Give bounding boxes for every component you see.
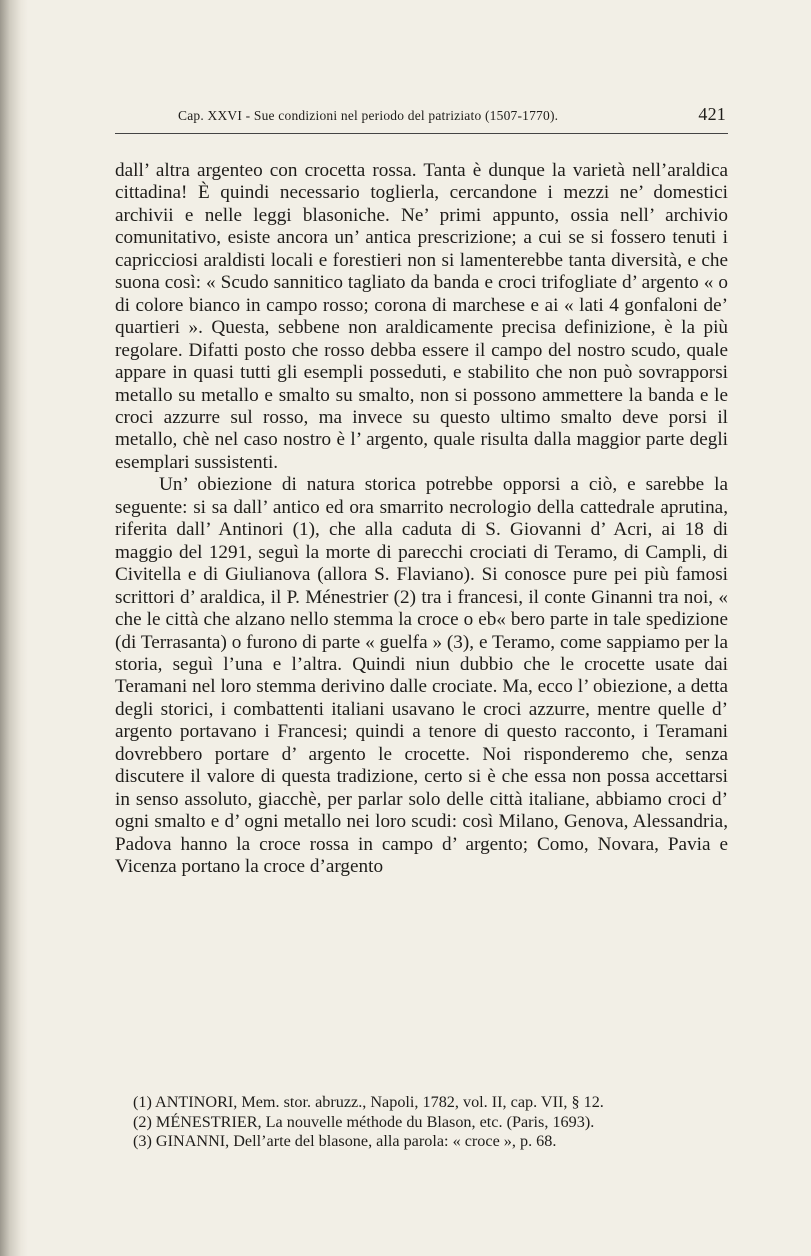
main-text — [115, 160, 728, 879]
page-number: 421 — [698, 104, 726, 124]
running-title: Cap. XXVI - Sue condizioni nel periodo del patriziato (1507-1770). — [178, 108, 559, 123]
page-gutter-shadow — [0, 0, 28, 1256]
paragraph-2: Un’ obiezione di natura storica potrebbe opporsi a ciò, e sarebbe la seguente: si sa dall’ antico ed ora smarrito necrologio della cattedrale aprutina, riferita dall’ Antinori (1), che alla caduta di S. Giovanni d’ Acri, ai 18 di maggio del 1291, seguì la morte di parecchi crociati di Teramo, di Campli, di Civitella e di Giulianova (allora S. Flaviano). Si conosce pure pei più famosi scrittori d’ araldica, il P. Ménestrier (2) tra i francesi, il conte Ginanni tra noi, « che le città che alzano nello stemma la croce o eb« bero parte in tale spedizione (di Terrasanta) o furono di parte « guelfa » (3), e Teramo, come sappiamo per la storia, seguì l’una e l’altra. Quindi niun dubbio che le crocette usate dai Teramani nel loro stemma derivino dalle crociate. Ma, ecco l’ obiezione, a detta degli storici, i combattenti italiani usavano le croci azzurre, mentre quelle d’ argento portavano i Francesi; quindi a tenore di questo racconto, i Teramani dovrebbero portare d’ argento le crocette. Noi risponderemo che, senza discutere il valore di questa tradizione, certo si è che essa non possa accettarsi in senso assoluto, giacchè, per parlar solo delle città italiane, abbiamo croci d’ ogni smalto e d’ ogni metallo nei loro scudi: così Milano, Genova, Alessandria, Padova hanno la croce rossa in campo d’ argento; Como, Novara, Pavia e Vicenza portano la croce d’argento — [115, 474, 728, 878]
footnote-2: (2) MÉNESTRIER, La nouvelle méthode du Blason, etc. (Paris, 1693). — [133, 1112, 595, 1131]
header-rule — [115, 133, 728, 134]
footnote-3: (3) GINANNI, Dell’arte del blasone, alla parola: « croce », p. 68. — [133, 1132, 557, 1150]
running-header — [178, 104, 726, 130]
footnotes — [133, 1093, 728, 1152]
paragraph-1: dall’ altra argenteo con crocetta rossa. Tanta è dunque la varietà nell’araldica cittadina! È quindi necessario toglierla, cercandone i mezzi ne’ domestici archivii e nelle leggi blasoniche. Ne’ primi appunto, ossia nell’ archivio comunitativo, esiste ancora un’ antica prescrizione; a cui se si fossero tenuti i capricciosi araldisti locali e forestieri non si lamenterebbe tanta diversità, e che suona così: « Scudo sannitico tagliato da banda e croci trifogliate d’ argento « o di colore bianco in campo rosso; corona di marchese e ai « lati 4 gonfaloni de’ quartieri ». Questa, sebbene non araldicamente precisa definizione, è la più regolare. Difatti posto che rosso debba essere il campo del nostro scudo, quale appare in quasi tutti gli esempli posseduti, e stabilito che non può sovrapporsi metallo su metallo e smalto su smalto, non si possono ammettere la banda e le croci azzurre sul rosso, ma invece su questo ultimo smalto deve porsi il metallo, chè nel caso nostro è l’ argento, quale risulta dalla maggior parte degli esemplari sussistenti. — [115, 160, 728, 473]
footnote-1: (1) ANTINORI, Mem. stor. abruzz., Napoli, 1782, vol. II, cap. VII, § 12. — [133, 1093, 604, 1111]
